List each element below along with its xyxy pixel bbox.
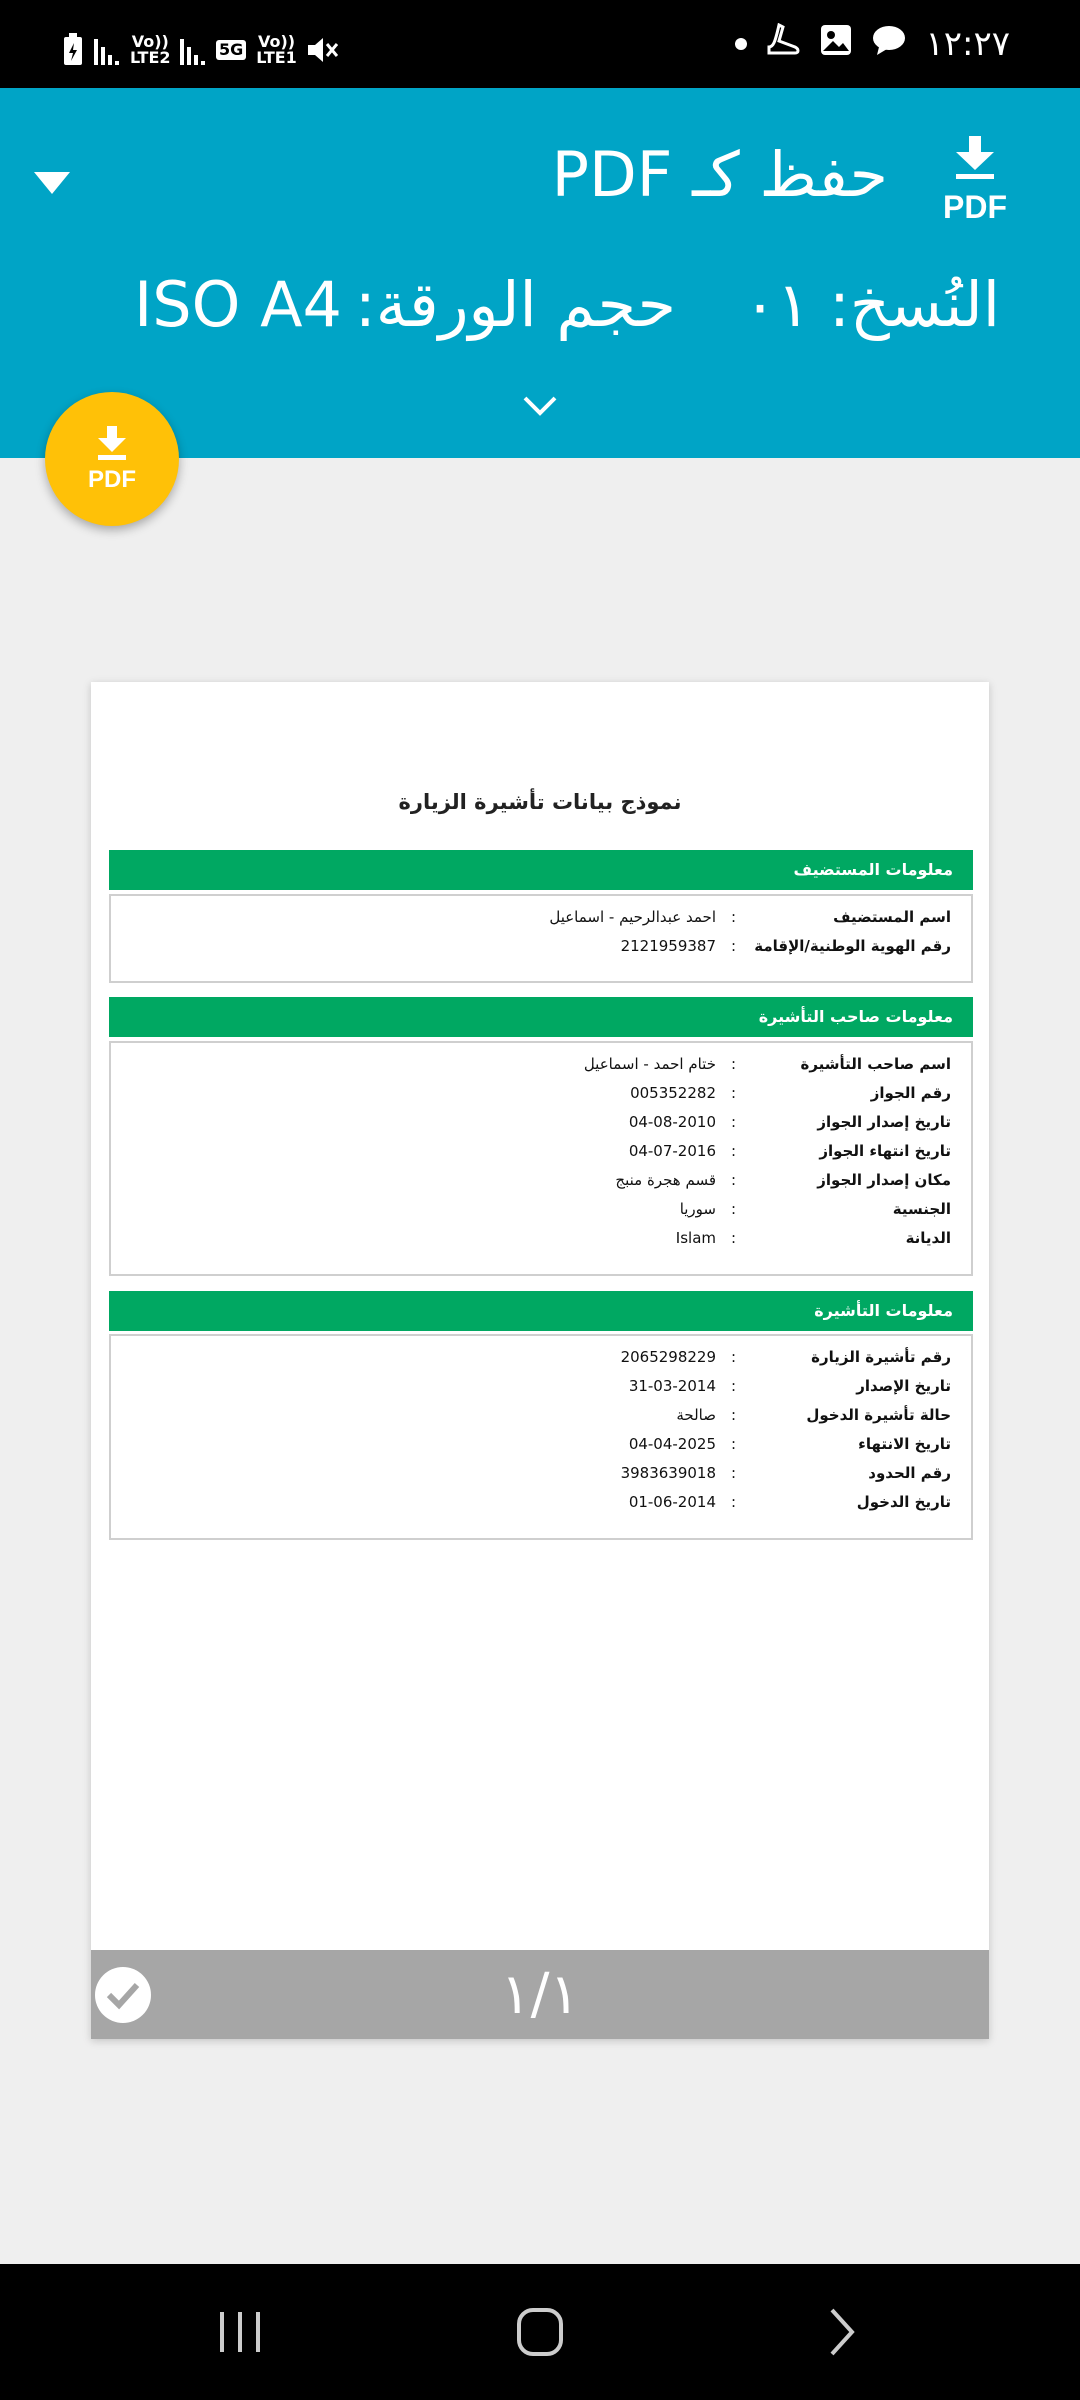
info-row xyxy=(111,1171,971,1200)
gallery-icon xyxy=(819,23,853,66)
printer-dropdown-icon[interactable] xyxy=(34,172,70,194)
info-row xyxy=(111,908,971,937)
info-colon: : xyxy=(730,1142,736,1160)
battery-saver-icon xyxy=(62,33,84,67)
clock-text: ١٢:٢٧ xyxy=(925,24,1010,64)
section-box-visa xyxy=(109,1334,973,1540)
info-label: تاريخ الدخول xyxy=(856,1493,951,1511)
info-value: قسم هجرة منبج xyxy=(615,1171,716,1189)
info-value: 04-08-2010 xyxy=(628,1113,716,1131)
info-row xyxy=(111,1493,971,1522)
download-icon xyxy=(92,424,132,464)
info-value: 01-06-2014 xyxy=(628,1493,716,1511)
info-label: مكان إصدار الجواز xyxy=(817,1171,951,1189)
info-value: ختام احمد - اسماعيل xyxy=(583,1055,716,1073)
info-label: اسم صاحب التأشيرة xyxy=(800,1055,951,1073)
back-chevron-icon xyxy=(812,2304,872,2360)
info-label: رقم الهوية الوطنية/الإقامة xyxy=(754,937,951,955)
info-label: رقم تأشيرة الزيارة xyxy=(811,1348,951,1366)
info-value: Islam xyxy=(675,1229,716,1247)
info-colon: : xyxy=(730,1406,736,1424)
info-row xyxy=(111,1435,971,1464)
info-colon: : xyxy=(730,1113,736,1131)
navigation-bar xyxy=(0,2264,1080,2400)
info-label: الديانة xyxy=(905,1229,951,1247)
info-label: رقم الحدود xyxy=(868,1464,951,1482)
printer-title[interactable]: حفظ كـ PDF xyxy=(551,138,888,211)
info-row xyxy=(111,1055,971,1084)
info-row xyxy=(111,937,971,966)
info-value: 2065298229 xyxy=(620,1348,716,1366)
info-colon: : xyxy=(730,908,736,926)
home-icon xyxy=(510,2304,570,2360)
section-header-visa-holder: معلومات صاحب التأشيرة xyxy=(109,997,973,1037)
info-value: سوريا xyxy=(679,1200,716,1218)
info-row xyxy=(111,1229,971,1258)
paper-size-label: حجم الورقة: xyxy=(354,268,676,341)
info-value: احمد عبدالرحيم - اسماعيل xyxy=(549,908,716,926)
info-colon: : xyxy=(730,1055,736,1073)
pdf-download-icon[interactable] xyxy=(936,134,1014,222)
status-icons-left xyxy=(62,30,338,70)
shoe-icon xyxy=(765,23,801,66)
info-row xyxy=(111,1348,971,1377)
info-row xyxy=(111,1084,971,1113)
info-row xyxy=(111,1200,971,1229)
notification-dot-icon xyxy=(735,38,747,50)
info-row xyxy=(111,1406,971,1435)
info-colon: : xyxy=(730,1229,736,1247)
info-colon: : xyxy=(730,1493,736,1511)
section-box-visa-holder xyxy=(109,1041,973,1276)
message-icon xyxy=(871,23,907,66)
page-counter: ١/١ xyxy=(500,1962,580,2027)
info-colon: : xyxy=(730,1377,736,1395)
info-value: 31-03-2014 xyxy=(628,1377,716,1395)
status-icons-right xyxy=(735,24,1010,64)
signal-icon-2 xyxy=(180,35,206,65)
info-row xyxy=(111,1113,971,1142)
info-row xyxy=(111,1464,971,1493)
info-row xyxy=(111,1142,971,1171)
section-header-visa: معلومات التأشيرة xyxy=(109,1291,973,1331)
home-button[interactable] xyxy=(510,2304,570,2360)
info-value: 04-07-2016 xyxy=(628,1142,716,1160)
info-colon: : xyxy=(730,1348,736,1366)
info-label: رقم الجواز xyxy=(870,1084,951,1102)
info-value: 2121959387 xyxy=(620,937,716,955)
info-value: 005352282 xyxy=(630,1084,716,1102)
info-row xyxy=(111,1377,971,1406)
paper-size-value[interactable]: ISO A4 xyxy=(133,268,342,341)
info-colon: : xyxy=(730,1200,736,1218)
info-colon: : xyxy=(730,1464,736,1482)
save-pdf-button[interactable] xyxy=(45,392,179,526)
info-value: 04-04-2025 xyxy=(628,1435,716,1453)
signal-icon xyxy=(94,35,120,65)
expand-options-chevron-icon[interactable] xyxy=(522,394,558,418)
info-label: تاريخ الانتهاء xyxy=(858,1435,951,1453)
document-title: نموذج بيانات تأشيرة الزيارة xyxy=(398,790,682,814)
info-colon: : xyxy=(730,937,736,955)
page-preview[interactable] xyxy=(91,682,989,2039)
info-value: صالحة xyxy=(676,1406,716,1424)
page-preview-footer xyxy=(91,1950,989,2039)
info-colon: : xyxy=(730,1084,736,1102)
info-colon: : xyxy=(730,1171,736,1189)
copies-label: النُسخ: xyxy=(828,268,1000,341)
network-lte1-label: Vo)) LTE1 xyxy=(256,32,297,67)
recent-apps-icon xyxy=(210,2304,270,2360)
info-label: تاريخ الإصدار xyxy=(856,1377,951,1395)
network-5g-label: 5G xyxy=(216,40,246,60)
back-button[interactable] xyxy=(812,2304,872,2360)
info-label: الجنسية xyxy=(892,1200,951,1218)
section-header-host: معلومات المستضيف xyxy=(109,850,973,890)
info-label: اسم المستضيف xyxy=(833,908,951,926)
info-colon: : xyxy=(730,1435,736,1453)
info-label: تاريخ انتهاء الجواز xyxy=(819,1142,951,1160)
section-box-host xyxy=(109,894,973,983)
recent-apps-button[interactable] xyxy=(210,2304,270,2360)
info-label: حالة تأشيرة الدخول xyxy=(806,1406,951,1424)
save-pdf-label: PDF xyxy=(88,466,136,493)
mute-icon xyxy=(306,35,338,65)
status-bar xyxy=(0,0,1080,88)
copies-value[interactable]: ٠١ xyxy=(743,268,810,341)
print-options-bar xyxy=(0,88,1080,458)
print-options-summary[interactable] xyxy=(0,268,1080,358)
info-label: تاريخ إصدار الجواز xyxy=(817,1113,951,1131)
info-value: 3983639018 xyxy=(620,1464,716,1482)
network-lte2-label: Vo)) LTE2 xyxy=(130,32,171,67)
pdf-icon-label: PDF xyxy=(943,189,1007,222)
